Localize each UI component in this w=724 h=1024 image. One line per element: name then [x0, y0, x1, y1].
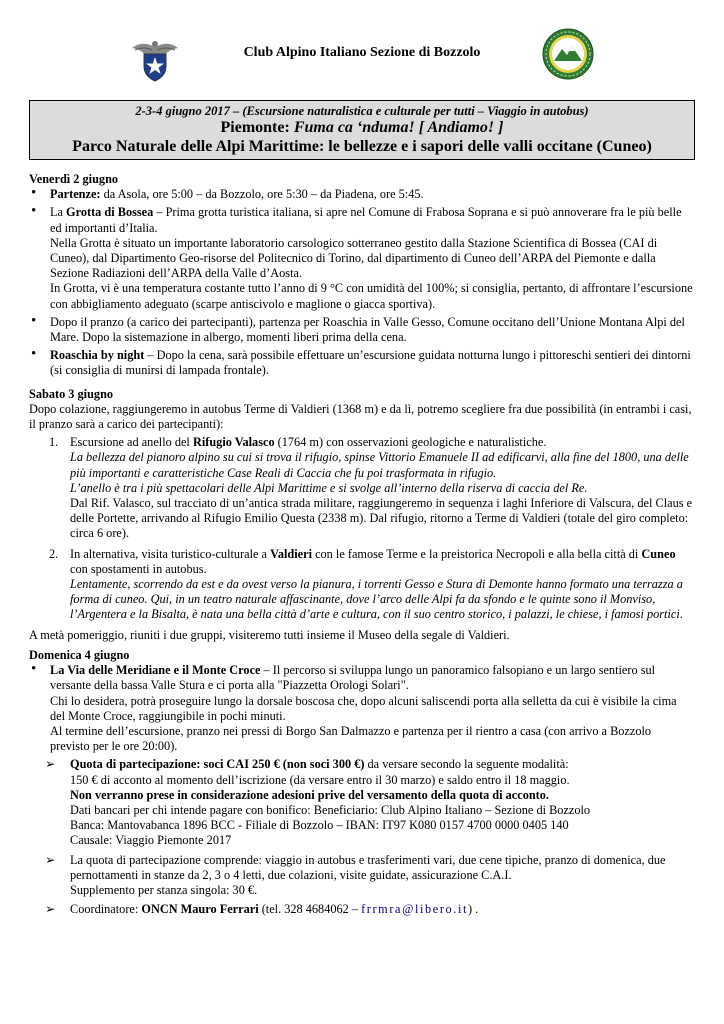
coordinator-email-link[interactable]: frrmra@libero.it [361, 902, 469, 917]
list-item: • La Grotta di Bossea – Prima grotta turistica italiana, si apre nel Comune di Frabosa Soprana e si può annoverare fra le più belle ed importanti d’Italia. Nella Grotta è situato un importante laboratorio carsologico sotterraneo gestito dalla Stazione Scientifica di Bossea (CAI di Cuneo), dal Dipartimento Geo-risorse del Politecnico di Torino, dal dipartimento di Cuneo dell’ARPA del Piemonte e dalla Sezione Radiazioni dell’ARPA della Valle d’Aosta. In Grotta, vi è una temperatura costante tutto l’anno di 9 °C con umidità del 100%; si consiglia, pertanto, di affrontare l’escursione con abbigliamento adeguato (scarpe antiscivolo e maglione o giacca sportiva). [29, 205, 693, 311]
section-seal-logo [542, 28, 594, 80]
list-item: ➢ La quota di partecipazione comprende: viaggio in autobus e trasferimenti vari, due cene tipiche, pranzo di domenica, due pernottamenti in stanze da 2, 3 o 4 letti, due colazioni, visite guidate, assicurazione C.A.I. Supplemento per stanza singola: 30 €. [45, 852, 666, 897]
arrow-bullet-icon: ➢ [45, 852, 56, 867]
trip-banner [29, 100, 695, 160]
trip-subtitle: Parco Naturale delle Alpi Marittime: le bellezze e i sapori delle valli occitane (Cuneo) [72, 138, 652, 155]
trip-dates: 2-3-4 giugno 2017 – (Escursione naturalistica e culturale per tutti – Viaggio in autobus) [135, 104, 589, 118]
day-heading-saturday: Sabato 3 giugno [29, 386, 114, 401]
day-heading-friday: Venerdì 2 giugno [29, 172, 119, 186]
list-item: • Partenze: da Asola, ore 5:00 – da Bozzolo, ore 5:30 – da Piadena, ore 5:45. [29, 187, 693, 202]
day-heading-sunday: Domenica 4 giugno [29, 647, 130, 662]
program-content [29, 172, 693, 921]
arrow-bullet-icon: ➢ [45, 757, 56, 772]
saturday-outro: A metà pomeriggio, riuniti i due gruppi, visiteremo tutti insieme il Museo della segale di Valdieri. [29, 627, 510, 642]
list-item: ➢ Coordinatore: ONCN Mauro Ferrari (tel. 328 4684062 – frrmra@libero.it) . [45, 902, 479, 917]
trip-title: Piemonte: Fuma ca ‘nduma! [ Andiamo! ] [220, 119, 504, 136]
list-item: • Roaschia by night – Dopo la cena, sarà possibile effettuare un’escursione guidata notturna lungo i pittoreschi sentieri dei dintorni (si consiglia di munirsi di lampada frontale). [29, 348, 693, 378]
arrow-bullet-icon: ➢ [45, 902, 56, 917]
list-item: • La Via delle Meridiane e il Monte Croce – Il percorso si sviluppa lungo un panoramico falsopiano e un largo sentiero sul versante della bassa Valle Stura e ci porta alla "Piazzetta Orologi Solari". Chi lo desidera, potrà proseguire lungo la dorsale boscosa che, dopo alcuni saliscendi porta alla selletta da cui è visibile la cima del Monte Croce, raggiungibile in pochi minuti. Al termine dell’escursione, pranzo nei pressi di Borgo San Dalmazzo e partenza per il rientro a casa (con arrivo a Bozzolo previsto per le ore 20:00). [29, 663, 693, 754]
club-title: Club Alpino Italiano Sezione di Bozzolo [243, 45, 481, 60]
list-item: • Dopo il pranzo (a carico dei partecipanti), partenza per Roaschia in Valle Gesso, Comune occitano dell’Unione Montana Alpi del Mare. Dopo la sistemazione in albergo, momenti liberi prima della cena. [29, 315, 693, 345]
list-item: 1. Escursione ad anello del Rifugio Valasco (1764 m) con osservazioni geologiche e naturalistiche. La bellezza del pianoro alpino su cui si trova il rifugio, spinse Vittorio Emanuele II ad edificarvi, alla fine del 1800, una delle più importanti e caratteristiche Case Reali di Caccia che fu poi trasformata in rifugio. L’anello è tra i più spettacolari delle Alpi Marittime e si svolge all’interno della riserva di caccia del Re. Dal Rif. Valasco, sul tracciato di un’antica strada militare, raggiungeremo in sequenza i laghi Inferiore di Valscura, del Claus e delle Portette, arrivando al Rifugio Emilio Questa (2338 m). Dal rifugio, ritorno a Terme di Valdieri (totale del giro completo: circa 6 ore). [49, 435, 693, 541]
info-list [29, 757, 693, 917]
saturday-options [29, 435, 693, 622]
list-item: ➢ Quota di partecipazione: soci CAI 250 € (non soci 300 €) da versare secondo la seguente modalità: 150 € di acconto al momento dell’iscrizione (da versare entro il 30 marzo) e saldo entro il 18 maggio. Non verranno prese in considerazione adesioni prive del versamento della quota di acconto. Dati bancari per chi intende pagare con bonifico: Beneficiario: Club Alpino Italiano – Sezione di Bozzolo Banca: Mantovabanca 1896 BCC - Filiale di Bozzolo – IBAN: IT97 K080 0157 4700 0000 0405 140 Causale: Viaggio Piemonte 2017 [45, 757, 591, 848]
sunday-list [29, 663, 693, 754]
list-item: 2. In alternativa, visita turistico-culturale a Valdieri con le famose Terme e la preistorica Necropoli e alla bella città di Cuneo con spostamenti in autobus. Lentamente, scorrendo da est e da ovest verso la pianura, i torrenti Gesso e Stura di Demonte hanno formato una terrazza a forma di cuneo. Qui, in un teatro naturale affascinante, dove l’arco delle Alpi fa da sfondo e le quinte sono il Monviso, l’Argentera e la Bisalta, è nata una bella città d’arte e cultura, con il suo centro storico, i palazzi, le chiese, i famosi portici. [49, 546, 683, 622]
friday-list [29, 187, 693, 378]
saturday-intro: Dopo colazione, raggiungeremo in autobus Terme di Valdieri (1368 m) e da lì, potremo scegliere fra due possibilità (in entrambi i casi, il pranzo sarà a carico dei partecipanti): [29, 401, 692, 432]
